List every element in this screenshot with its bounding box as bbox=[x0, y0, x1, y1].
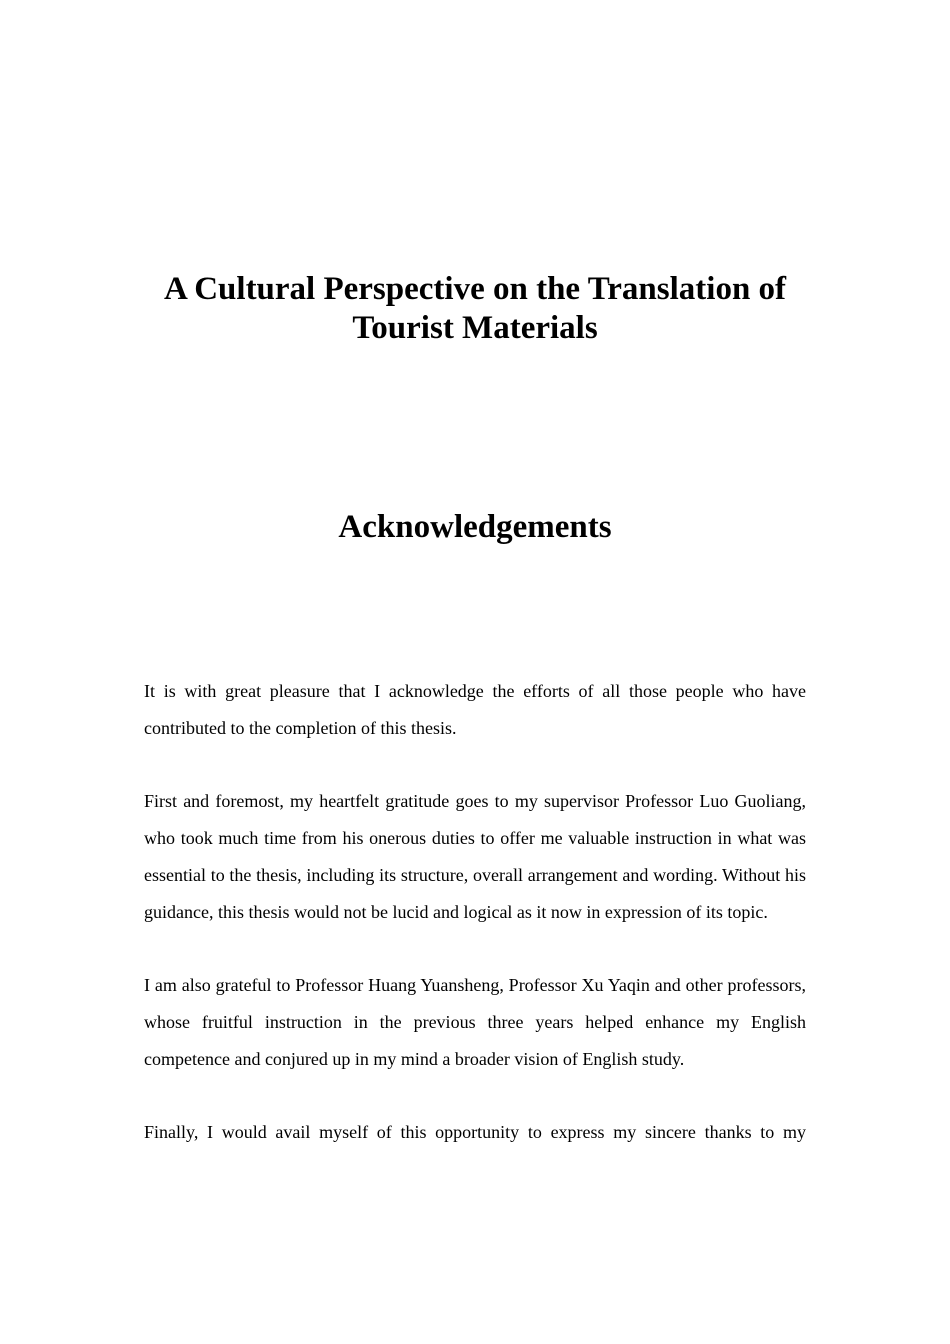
paragraph: It is with great pleasure that I acknowledge the efforts of all those people who have contributed to the completion of this thesis. bbox=[144, 681, 806, 738]
paragraph: First and foremost, my heartfelt gratitude goes to my supervisor Professor Luo Guoliang, who took much time from his onerous duties to offer me valuable instruction in what was essential to the thesis, including its structure, overall arrangement and wording. Without his guidance, this thesis would not be lucid and logical as it now in expression of its topic. bbox=[144, 791, 806, 922]
section-heading: Acknowledgements bbox=[338, 509, 612, 545]
acknowledgements-body bbox=[144, 673, 806, 1188]
paragraph: Finally, I would avail myself of this opportunity to express my sincere thanks to my bbox=[144, 1122, 806, 1143]
thesis-title: A Cultural Perspective on the Translation of Tourist Materials bbox=[163, 271, 787, 346]
paragraph: I am also grateful to Professor Huang Yuansheng, Professor Xu Yaqin and other professors, whose fruitful instruction in the previous three years helped enhance my English competence and conjured up in my mind a broader vision of English study. bbox=[144, 975, 806, 1069]
